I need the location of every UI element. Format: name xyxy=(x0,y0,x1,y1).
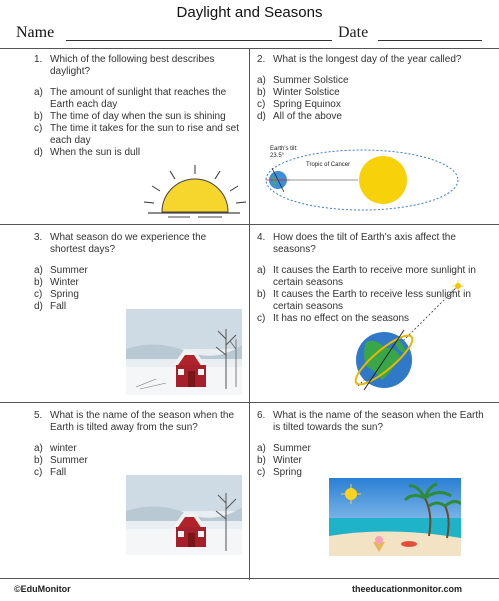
option-text: Summer Solstice xyxy=(273,75,349,86)
option-letter: c) xyxy=(34,289,43,300)
option-letter: d) xyxy=(257,111,266,122)
option-letter: c) xyxy=(34,467,43,478)
footer-website: theeducationmonitor.com xyxy=(352,584,463,594)
question-text: Which of the following best describes daylight? xyxy=(50,54,215,77)
option-letter: b) xyxy=(34,277,43,288)
option-text: Summer xyxy=(273,443,311,454)
option-letter: c) xyxy=(257,467,266,478)
answer-option[interactable] xyxy=(34,289,240,301)
option-letter: b) xyxy=(257,289,266,300)
question-2 xyxy=(257,54,493,123)
question-number: 4. xyxy=(257,232,266,243)
answer-option[interactable] xyxy=(34,265,240,277)
question-number: 6. xyxy=(257,410,266,421)
option-letter: c) xyxy=(257,99,266,110)
question-text: What is the name of the season when the Earth is tilted towards the sun? xyxy=(273,410,484,433)
option-letter: c) xyxy=(257,313,266,324)
answer-option[interactable] xyxy=(34,87,246,111)
option-text: Spring xyxy=(50,289,79,300)
answer-option[interactable] xyxy=(34,455,246,467)
option-letter: b) xyxy=(34,111,43,122)
option-text: The time of day when the sun is shining xyxy=(50,111,226,122)
question-6 xyxy=(257,410,493,479)
question-number: 2. xyxy=(257,54,266,65)
option-text: It causes the Earth to receive more sunlight in certain seasons xyxy=(273,265,476,288)
option-text: The amount of sunlight that reaches the Earth each day xyxy=(50,87,227,110)
question-5 xyxy=(34,410,246,479)
option-text: Summer xyxy=(50,455,88,466)
tropic-label: Tropic of Cancer xyxy=(306,162,351,168)
question-number: 5. xyxy=(34,410,43,421)
answer-option[interactable] xyxy=(257,455,493,467)
tilted-earth-illustration xyxy=(344,280,472,400)
question-3 xyxy=(34,232,240,313)
winter-barn-image xyxy=(126,309,242,395)
option-letter: b) xyxy=(257,455,266,466)
tilt-label: Earth's tilt: xyxy=(270,146,298,152)
option-text: The time it takes for the sun to rise and set each day xyxy=(50,123,239,146)
name-field[interactable] xyxy=(66,40,332,41)
winter-barn-image-2 xyxy=(126,475,242,555)
option-letter: d) xyxy=(34,147,43,158)
answer-options xyxy=(34,87,246,159)
option-text: Winter xyxy=(50,277,79,288)
option-text: It has no effect on the seasons xyxy=(273,313,410,324)
date-label: Date xyxy=(338,24,369,41)
question-text: What season do we experience the shortest days? xyxy=(50,232,207,255)
option-text: Winter Solstice xyxy=(273,87,340,98)
column-divider xyxy=(249,48,250,580)
option-text: When the sun is dull xyxy=(50,147,141,158)
answer-option[interactable] xyxy=(34,111,246,123)
question-number: 3. xyxy=(34,232,43,243)
option-text: Spring xyxy=(273,467,302,478)
option-text: It causes the Earth to receive less sunlight in certain seasons xyxy=(273,289,471,312)
option-letter: a) xyxy=(257,75,266,86)
option-text: winter xyxy=(50,443,77,454)
answer-option[interactable] xyxy=(257,87,493,99)
option-letter: a) xyxy=(34,443,43,454)
question-number: 1. xyxy=(34,54,43,65)
name-label: Name xyxy=(16,24,55,41)
sunrise-illustration xyxy=(140,162,250,220)
answer-option[interactable] xyxy=(34,443,246,455)
answer-option[interactable] xyxy=(34,123,246,147)
answer-option[interactable] xyxy=(257,443,493,455)
option-text: Winter xyxy=(273,455,302,466)
answer-option[interactable] xyxy=(257,99,493,111)
question-text: How does the tilt of Earth's axis affect the seasons? xyxy=(273,232,456,255)
option-text: Fall xyxy=(50,301,67,312)
page-title: Daylight and Seasons xyxy=(176,4,323,21)
option-text: All of the above xyxy=(273,111,342,122)
option-letter: c) xyxy=(34,123,43,134)
date-field[interactable] xyxy=(378,40,482,41)
answer-option[interactable] xyxy=(34,147,246,159)
tilt-value: 23.5° xyxy=(270,153,285,159)
answer-option[interactable] xyxy=(34,277,240,289)
answer-options xyxy=(257,75,493,123)
question-text: What is the name of the season when the Earth is tilted away from the sun? xyxy=(50,410,234,433)
answer-options xyxy=(34,443,246,479)
option-letter: d) xyxy=(34,301,43,312)
question-1 xyxy=(34,54,246,159)
option-letter: a) xyxy=(257,265,266,276)
answer-options xyxy=(257,443,493,479)
option-letter: b) xyxy=(34,455,43,466)
option-text: Fall xyxy=(50,467,67,478)
summer-beach-image xyxy=(329,478,461,556)
question-text: What is the longest day of the year called? xyxy=(273,54,462,65)
answer-option[interactable] xyxy=(257,75,493,87)
option-letter: b) xyxy=(257,87,266,98)
option-text: Spring Equinox xyxy=(273,99,341,110)
option-letter: a) xyxy=(34,265,43,276)
option-text: Summer xyxy=(50,265,88,276)
orbit-diagram xyxy=(262,140,462,220)
footer-brand: ©EduMonitor xyxy=(14,584,71,594)
answer-options xyxy=(34,265,240,313)
answer-option[interactable] xyxy=(257,111,493,123)
option-letter: a) xyxy=(257,443,266,454)
option-letter: a) xyxy=(34,87,43,98)
